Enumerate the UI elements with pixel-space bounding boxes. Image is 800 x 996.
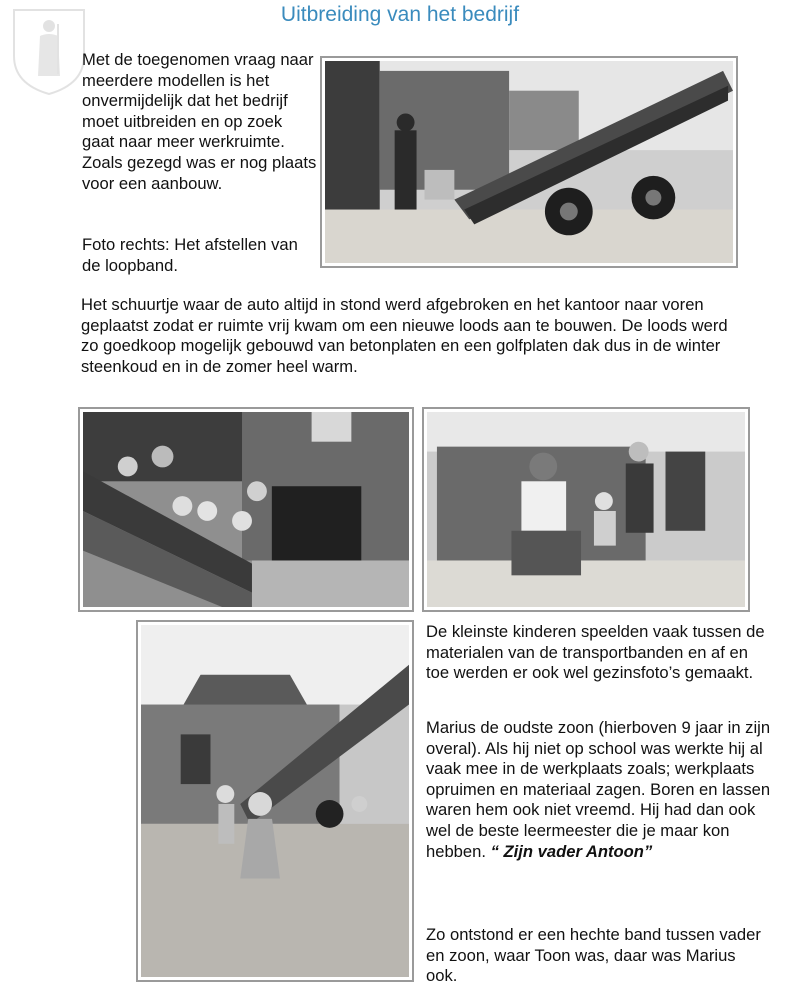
bond-paragraph: Zo ontstond er een hechte band tussen vader en zoon, waar Toon was, daar was Marius ook. — [426, 925, 761, 986]
photo-child-in-yard — [136, 620, 414, 982]
page-title: Uitbreiding van het bedrijf — [280, 3, 520, 26]
marius-paragraph — [426, 718, 771, 862]
shed-paragraph: Het schuurtje waar de auto altijd in stond werd afgebroken en het kantoor naar voren geplaatst zodat er ruimte vrij kwam om een nieuwe loods aan te bouwen. De loods werd zo goedkoop mogelijk gebouwd van betonplaten en een golfplaten dak dus in de winter steenkoud en in de zomer heel warm. — [81, 295, 728, 376]
children-paragraph: De kleinste kinderen speelden vaak tussen de materialen van de transportbanden en af en toe werden er ook wel gezinsfoto’s gemaakt. — [426, 622, 765, 683]
marius-text: Marius de oudste zoon (hierboven 9 jaar in zijn overal). Als hij niet op school was werkte hij al vaak mee in de werkplaats zoals; werkplaats opruimen en materiaal zagen. Boren en lassen waren hem ook niet vreemd. Hij had dan ook wel de beste leermeester die je maar kon hebben. — [426, 718, 771, 861]
quote-antoon: “ Zijn vader Antoon” — [490, 841, 653, 861]
photo-family-portrait — [422, 407, 750, 612]
photo-conveyor-adjustment — [320, 56, 738, 268]
intro-paragraph: Met de toegenomen vraag naar meerdere modellen is het onvermijdelijk dat het bedrijf moet uitbreiden en op zoek gaat naar meer werkruimte. Zoals gezegd was er nog plaats voor een aanbouw. — [82, 50, 317, 193]
photo-children-on-conveyor — [78, 407, 414, 612]
photo-caption-right: Foto rechts: Het afstellen van de loopband. — [82, 235, 298, 275]
